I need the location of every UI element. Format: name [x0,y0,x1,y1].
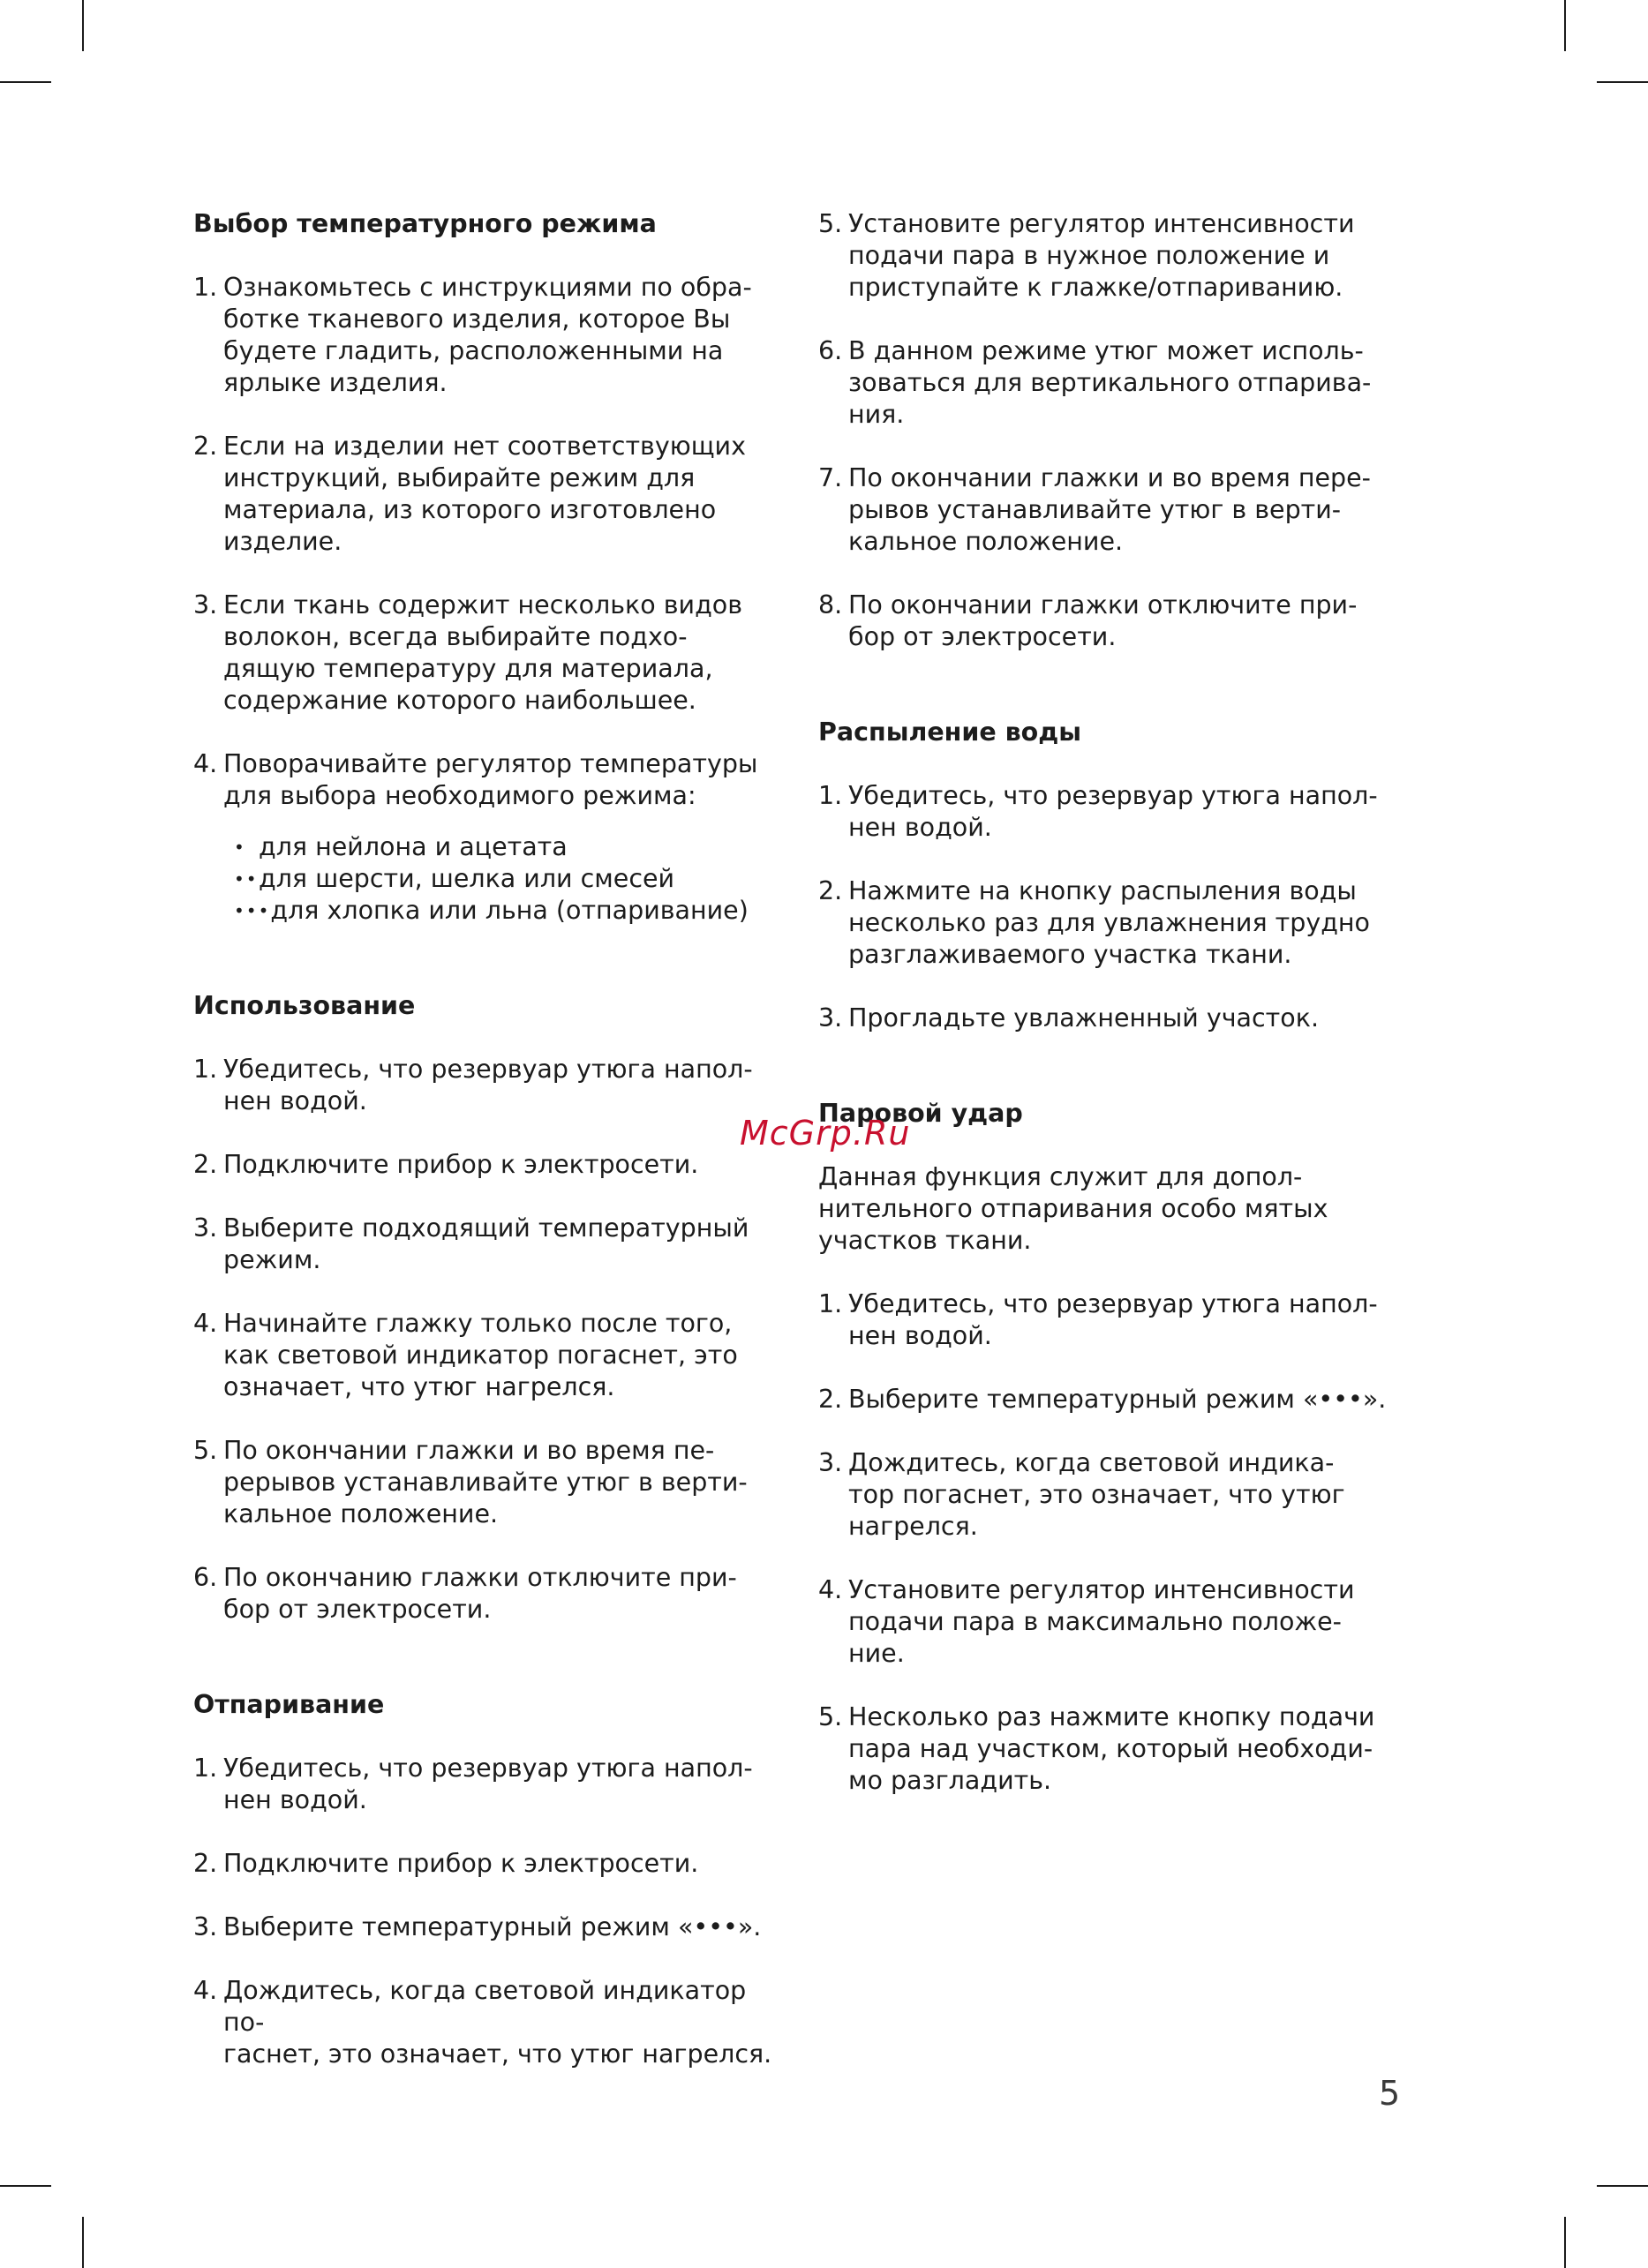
crop-mark-bottom-left-horizontal [0,2185,51,2187]
temperature-mode-list [193,831,794,927]
list-item [818,1447,1418,1543]
list-item [193,1975,794,2070]
crop-mark-bottom-right-vertical [1564,2217,1566,2268]
list-item [193,431,794,558]
list-number: 3. [818,1448,843,1477]
temperature-mode-text: для нейлона и ацетата [259,832,568,861]
list-text: Дождитесь, когда световой индикатор по- гаснет, это означает, что утюг нагрелся. [223,1976,772,2069]
list-text: Убедитесь, что резервуар утюга напол- нен водой. [223,1055,753,1115]
page-number: 5 [1379,2074,1401,2113]
list-item [818,1384,1418,1416]
list-number: 6. [193,1563,218,1592]
list-item [193,1213,794,1276]
list-text: Поворачивайте регулятор температуры для выбора необходимого режима: [223,749,758,810]
list-number: 6. [818,336,843,365]
list-item [818,335,1418,431]
list-number: 1. [193,1055,218,1084]
list-number: 3. [818,1003,843,1033]
temperature-mode-text: для хлопка или льна (отпаривание) [270,896,749,925]
list-item [818,1701,1418,1797]
crop-mark-top-left-vertical [82,0,84,51]
temperature-mode-item [193,831,794,863]
list-number: 3. [193,1912,218,1941]
list-item [193,1435,794,1530]
list-item [818,208,1418,304]
list-item [818,590,1418,653]
list-item [818,1288,1418,1352]
list-text: Выберите температурный режим «•••». [848,1385,1387,1414]
list-text: Нажмите на кнопку распыления воды несколько раз для увлажнения трудно разглаживаемого участка ткани. [848,876,1370,969]
list-number: 2. [193,1150,218,1179]
crop-mark-top-right-horizontal [1597,81,1648,83]
section-heading-steaming: Отпаривание [193,1690,385,1719]
temperature-mode-item [193,863,794,895]
list-number: 5. [818,209,843,238]
list-text: Выберите температурный режим «•••». [223,1912,762,1941]
temperature-mode-text: для шерсти, шелка или смесей [259,864,675,893]
list-text: Если ткань содержит несколько видов волокон, всегда выбирайте подхо- дящую температуру для материала, содержание которого наибольшее. [223,590,743,715]
list-text: Несколько раз нажмите кнопку подачи пара над участком, который необходи- мо разгладить. [848,1702,1375,1795]
temperature-mode-item [193,895,794,927]
list-number: 2. [818,876,843,905]
temperature-dots-icon: ••• [234,900,271,921]
list-text: Выберите подходящий температурный режим. [223,1213,749,1274]
crop-mark-top-right-vertical [1564,0,1566,51]
section-heading-usage: Использование [193,991,416,1020]
list-text: Дождитесь, когда световой индика- тор погаснет, это означает, что утюг нагрелся. [848,1448,1345,1541]
crop-mark-bottom-left-vertical [82,2217,84,2268]
section-heading-steam-burst: Паровой удар [818,1099,1023,1128]
list-item [193,1054,794,1117]
list-number: 2. [193,432,218,461]
list-text: По окончании глажки и во время пере- рывов устанавливайте утюг в верти- кальное положение. [848,463,1371,556]
list-item [193,1149,794,1181]
list-item [818,462,1418,558]
list-item [193,1848,794,1880]
list-text: Убедитесь, что резервуар утюга напол- нен водой. [848,1289,1378,1350]
list-item [193,1308,794,1403]
list-number: 1. [193,1754,218,1783]
list-number: 4. [193,1309,218,1338]
crop-mark-top-left-horizontal [0,81,51,83]
list-text: В данном режиме утюг может исполь- зоваться для вертикального отпарива- ния. [848,336,1372,429]
list-number: 2. [193,1849,218,1878]
list-number: 4. [193,1976,218,2005]
list-item [193,272,794,399]
list-item [818,1574,1418,1670]
watermark-link[interactable]: McGrp.Ru [740,1114,911,1153]
left-column [193,208,794,2102]
list-text: Установите регулятор интенсивности подачи пара в максимально положе- ние. [848,1575,1355,1668]
list-item [193,1562,794,1626]
section-spacer [193,958,794,990]
temperature-dots-icon: •• [234,868,259,890]
list-text: Если на изделии нет соответствующих инструкций, выбирайте режим для материала, из которого изготовлено изделие. [223,432,746,556]
crop-mark-bottom-right-horizontal [1597,2185,1648,2187]
list-item [193,1753,794,1816]
list-number: 3. [193,1213,218,1243]
section-spacer [818,685,1418,717]
list-item [818,875,1418,971]
list-number: 1. [193,273,218,302]
list-text: По окончании глажки отключите при- бор от электросети. [848,590,1358,651]
list-text: Прогладьте увлажненный участок. [848,1003,1319,1033]
section-heading-spray: Распыление воды [818,717,1081,747]
list-text: Установите регулятор интенсивности подачи пара в нужное положение и приступайте к глажке/отпариванию. [848,209,1355,302]
list-number: 4. [818,1575,843,1604]
list-number: 4. [193,749,218,778]
section-heading-temperature: Выбор температурного режима [193,209,657,238]
list-text: Подключите прибор к электросети. [223,1150,699,1179]
list-number: 7. [818,463,843,492]
list-number: 3. [193,590,218,620]
section-spacer [818,1066,1418,1098]
list-number: 2. [818,1385,843,1414]
list-text: Ознакомьтесь с инструкциями по обра- ботке тканевого изделия, которое Вы будете гладить, расположенными на ярлыке изделия. [223,273,752,397]
list-text: Убедитесь, что резервуар утюга напол- нен водой. [848,781,1378,842]
section-spacer [193,1657,794,1689]
list-item [193,590,794,717]
list-text: Подключите прибор к электросети. [223,1849,699,1878]
list-number: 1. [818,1289,843,1318]
list-number: 8. [818,590,843,620]
list-text: По окончанию глажки отключите при- бор от электросети. [223,1563,737,1624]
list-number: 1. [818,781,843,810]
list-item [818,1003,1418,1034]
list-text: Убедитесь, что резервуар утюга напол- нен водой. [223,1754,753,1814]
list-item [818,780,1418,844]
list-item [193,1911,794,1943]
list-text: По окончании глажки и во время пе- рерывов устанавливайте утюг в верти- кальное положение. [223,1436,748,1528]
right-column [818,208,1418,1829]
list-number: 5. [818,1702,843,1731]
section-intro: Данная функция служит для допол- нительного отпаривания особо мятых участков ткани. [818,1162,1328,1255]
list-item [193,748,794,812]
list-number: 5. [193,1436,218,1465]
temperature-dots-icon: • [234,837,246,858]
list-text: Начинайте глажку только после того, как световой индикатор погаснет, это означает, что утюг нагрелся. [223,1309,738,1401]
